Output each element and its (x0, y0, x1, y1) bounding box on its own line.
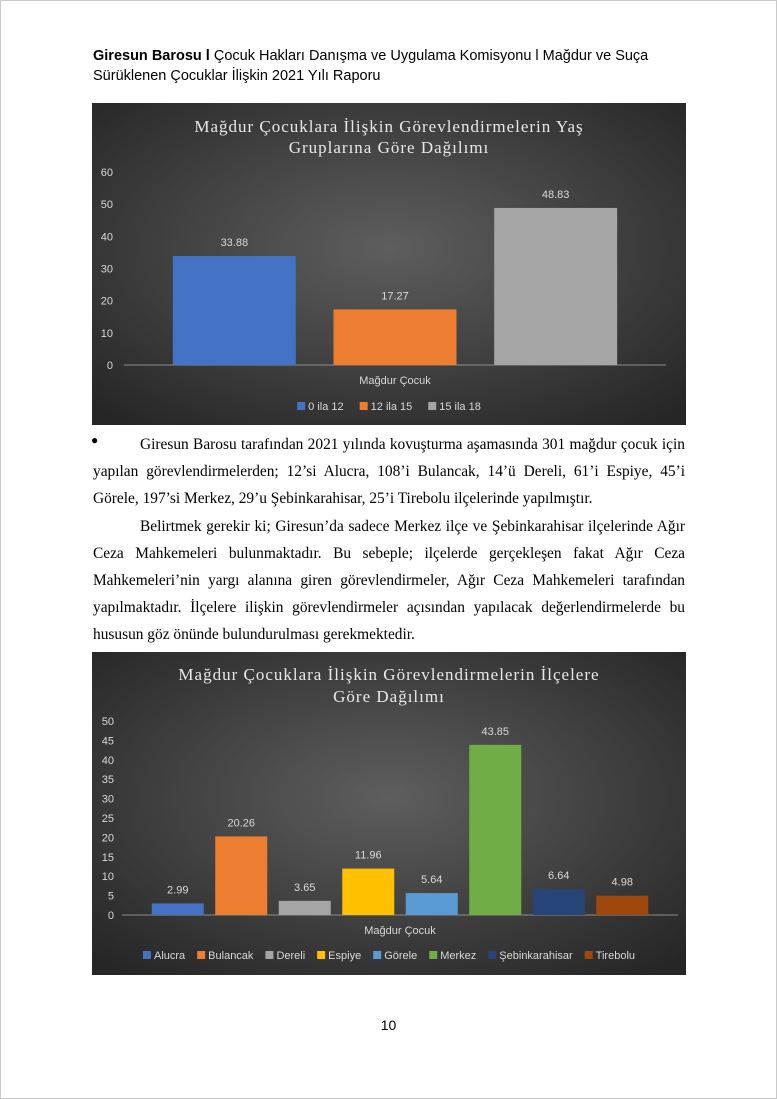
bar-merkez (469, 745, 521, 915)
report-header (93, 46, 693, 86)
bar-espiye (342, 869, 394, 915)
paragraph-assignments (93, 431, 685, 512)
bar-data-label: 48.83 (541, 188, 570, 201)
bar-data-label: 2.99 (167, 884, 189, 897)
bar-data-label: 20.26 (227, 817, 256, 830)
y-tick-label: 25 (101, 813, 114, 825)
legend-swatch (429, 951, 437, 959)
legend-swatch (297, 402, 305, 410)
bar-tirebolu (596, 896, 648, 915)
y-tick-label: 30 (100, 263, 113, 276)
y-tick-label: 40 (101, 754, 114, 767)
legend-swatch (317, 951, 325, 959)
district-chart (92, 652, 686, 975)
y-tick-label: 0 (106, 360, 113, 372)
legend-label: 12 ila 15 (370, 401, 413, 413)
bar-bulancak (215, 836, 267, 915)
bar-data-label: 33.88 (220, 237, 249, 250)
legend-swatch (360, 402, 368, 410)
bar-data-label: 17.27 (381, 290, 409, 303)
legend-swatch (197, 951, 205, 959)
y-tick-label: 10 (100, 327, 113, 340)
y-tick-label: 45 (101, 735, 114, 748)
page-number: 10 (380, 1017, 397, 1033)
bar-data-label: 3.65 (294, 881, 316, 894)
bar-data-label: 43.85 (481, 725, 510, 738)
y-tick-label: 60 (100, 167, 113, 179)
bar-görele (406, 893, 458, 915)
legend-label: Şebinkarahisar (499, 950, 573, 962)
legend-swatch (373, 951, 381, 959)
legend-label: Dereli (276, 950, 306, 962)
chart-title-line: Göre Dağılımı (333, 687, 445, 706)
bar-data-label: 11.96 (354, 849, 382, 862)
bar-dereli (279, 901, 331, 915)
legend-label: Espiye (328, 950, 362, 962)
legend-label: 0 ila 12 (308, 401, 344, 413)
legend-swatch (428, 402, 436, 410)
y-tick-label: 5 (107, 890, 114, 903)
legend-swatch (265, 951, 273, 959)
legend-label: 15 ila 18 (439, 401, 481, 413)
y-tick-label: 10 (101, 871, 114, 884)
bar-12-ila-15 (334, 309, 457, 365)
bar-data-label: 6.64 (548, 870, 570, 883)
chart-legend (143, 950, 635, 962)
chart-title-line: Mağdur Çocuklara İlişkin Görevlendirmelerin İlçelere (178, 665, 600, 684)
legend-label: Alucra (153, 950, 186, 962)
x-axis-label: Mağdur Çocuk (359, 375, 431, 387)
chart-legend (297, 401, 481, 413)
chart-svg (92, 652, 686, 975)
legend-label: Merkez (440, 950, 477, 962)
age-group-chart (92, 103, 686, 425)
legend-swatch (143, 951, 151, 959)
x-axis-label: Mağdur Çocuk (364, 925, 436, 937)
y-tick-label: 20 (100, 295, 113, 308)
y-tick-label: 50 (100, 199, 113, 212)
y-tick-label: 30 (101, 793, 114, 806)
header-bold-title: Giresun Barosu l (93, 48, 210, 64)
y-tick-label: 40 (100, 231, 113, 244)
bar-data-label: 5.64 (421, 874, 443, 887)
paragraph-courts-text: Belirtmek gerekir ki; Giresun’da sadece Merkez ilçe ve Şebinkarahisar ilçelerinde Ağır Ceza Mahkemeleri bulunmaktadır. Bu sebeple; ilçelerde gerçekleşen fakat Ağır Ceza Mahkemeleri’nin yargı alanına giren görevlendirmeler, Ağır Ceza Mahkemeleri tarafından yapılmaktadır. İlçelere ilişkin görevlendirmeler açısından yapılacak değerlendirmelerde bu hususun göz önünde bulundurulması gerekmektedir. (93, 518, 685, 643)
bar-data-label: 4.98 (611, 876, 633, 889)
y-tick-label: 50 (101, 716, 114, 728)
bar-0-ila-12 (173, 256, 296, 365)
bullet-icon: ● (91, 433, 99, 447)
y-tick-label: 20 (101, 832, 114, 845)
legend-swatch (585, 951, 593, 959)
y-tick-label: 15 (101, 851, 114, 864)
paragraph-assignments-text: Giresun Barosu tarafından 2021 yılında kovuşturma aşamasında 301 mağdur çocuk için yapılan görevlendirmelerden; 12’si Alucra, 108’i Bulancak, 14’ü Dereli, 61’i Espiye, 45’i Görele, 197’si Merkez, 29’u Şebinkarahisar, 25’i Tirebolu ilçelerinde yapılmıştır. (93, 436, 685, 507)
header-subtitle: Çocuk Hakları Danışma ve Uygulama Komisyonu l Mağdur ve Suça Sürüklenen Çocuklar İlişkin 2021 Yılı Raporu (93, 48, 649, 84)
chart-title-line: Gruplarına Göre Dağılımı (288, 138, 490, 157)
legend-label: Bulancak (208, 950, 254, 962)
paragraph-courts (93, 513, 685, 648)
bar-15-ila-18 (494, 208, 617, 365)
legend-label: Görele (384, 950, 418, 962)
y-tick-label: 35 (101, 774, 114, 787)
legend-swatch (488, 951, 496, 959)
chart-svg (92, 103, 686, 425)
bar-şebinkarahisar (533, 889, 585, 915)
legend-label: Tirebolu (595, 950, 636, 962)
y-tick-label: 0 (107, 910, 114, 922)
bar-alucra (152, 903, 204, 915)
chart-title-line: Mağdur Çocuklara İlişkin Görevlendirmelerin Yaş (194, 117, 584, 136)
legend-item (488, 950, 573, 962)
